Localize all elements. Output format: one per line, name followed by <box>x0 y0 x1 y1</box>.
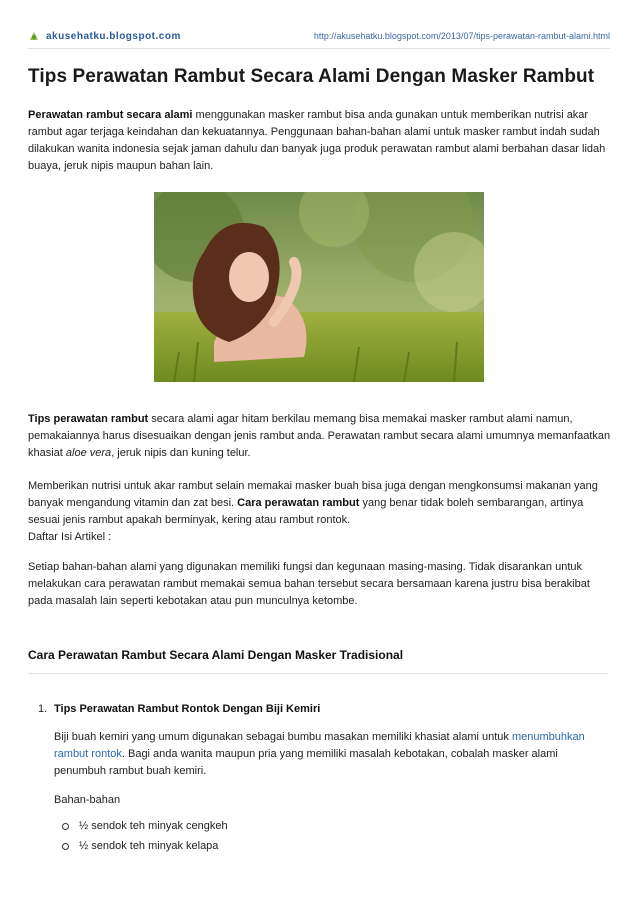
nutrition-bold: Cara perawatan rambut <box>237 497 360 509</box>
section-heading: Cara Perawatan Rambut Secara Alami Dengan Masker Tradisional <box>28 648 404 662</box>
ingredient-item <box>62 840 362 852</box>
nutrition-text-a: Memberikan nutrisi untuk akar rambut selain memakai masker buah bisa juga dengan mengkonsumsi makanan yang banyak mengandung vitamin dan zat besi. <box>28 480 598 509</box>
nutrition-paragraph <box>28 478 613 529</box>
ingredients-label: Bahan-bahan <box>54 794 121 806</box>
ingredient-text: ½ sendok teh minyak kelapa <box>79 840 219 852</box>
ingredient-item <box>62 820 362 832</box>
tips-bold: Tips perawatan rambut <box>28 413 149 425</box>
page-header <box>28 28 610 49</box>
tips-italic: aloe vera <box>65 447 112 459</box>
list-item-number: 1. <box>38 703 48 715</box>
blog-logo-icon <box>28 30 40 42</box>
intro-bold: Perawatan rambut secara alami <box>28 109 193 121</box>
section-divider <box>28 673 608 674</box>
site-name[interactable] <box>28 30 181 42</box>
ingredient-text: ½ sendok teh minyak cengkeh <box>79 820 228 832</box>
page-url-link[interactable]: http://akusehatku.blogspot.com/2013/07/tips-perawatan-rambut-alami.html <box>313 31 610 41</box>
description-text-a: Biji buah kemiri yang umum digunakan sebagai bumbu masakan memiliki khasiat alami untuk <box>54 731 512 743</box>
description-text-b: . Bagi anda wanita maupun pria yang memiliki masalah kebotakan, cobalah masker alami penumbuh rambut buah kemiri. <box>54 748 558 777</box>
intro-paragraph <box>28 107 613 175</box>
list-item-title: Tips Perawatan Rambut Rontok Dengan Biji Kemiri <box>54 703 321 715</box>
site-name-text: akusehatku.blogspot.com <box>46 30 181 42</box>
hair-growth-link[interactable]: menumbuhkan rambut rontok <box>54 731 585 760</box>
nutrition-text-b: yang benar tidak boleh sembarangan, artinya sesuai jenis rambut apakah berminyak, kering atau rambut rontok. <box>28 497 584 526</box>
toc-label[interactable]: Daftar Isi Artikel : <box>28 531 112 543</box>
warning-paragraph: Setiap bahan-bahan alami yang digunakan memiliki fungsi dan kegunaan masing-masing. Tidak disarankan untuk melakukan cara perawatan rambut memakai semua bahan tersebut secara bersamaan karena justru bisa berakibat pada masalah lain seperti kebotakan atau pun munculnya ketombe. <box>28 561 590 607</box>
circle-bullet-icon <box>62 823 69 830</box>
intro-text: menggunakan masker rambut bisa anda gunakan untuk memberikan nutrisi akar rambut agar terjaga keindahan dan kekuatannya. Penggunaan bahan-bahan alami untuk masker rambut indah sudah dilakukan wanita indonesia sejak jaman dahulu dan banyak juga produk perawatan rambut alami berbahan dasar lidah buaya, jeruk nipis maupun bahan lain. <box>28 109 606 172</box>
list-item-description <box>54 729 594 780</box>
tips-text-a: secara alami agar hitam berkilau memang bisa memakai masker rambut alami namun, pemakaiannya harus disesuaikan dengan jenis rambut anda. Perawatan rambut secara alami umumnya memanfaatkan khasiat <box>28 413 611 459</box>
tips-paragraph <box>28 411 613 462</box>
article-title: Tips Perawatan Rambut Secara Alami Dengan Masker Rambut <box>28 66 595 87</box>
tips-text-b: , jeruk nipis dan kuning telur. <box>111 447 251 459</box>
circle-bullet-icon <box>62 843 69 850</box>
article-image <box>154 192 484 382</box>
